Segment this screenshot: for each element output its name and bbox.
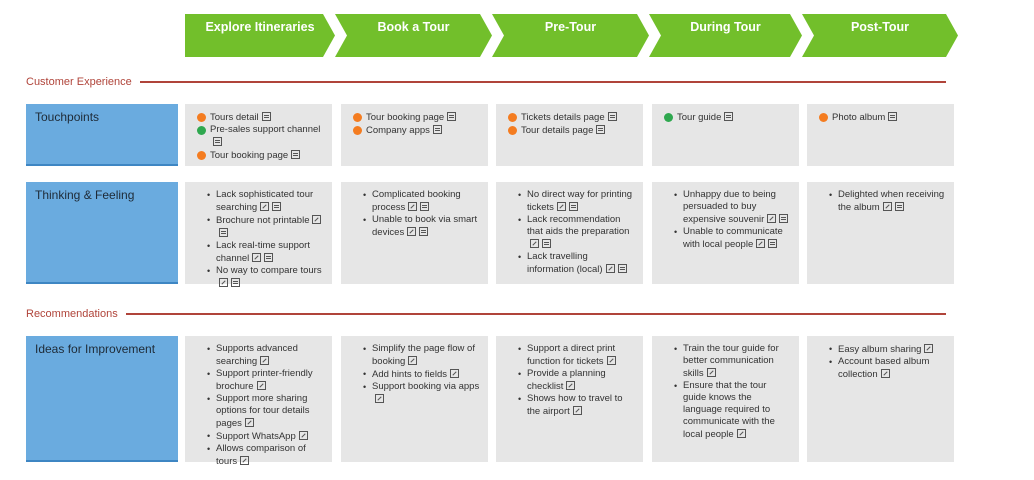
edit-icon[interactable] <box>557 202 566 211</box>
touchpoint-text: Tour details page <box>521 125 594 136</box>
list-item <box>518 343 635 368</box>
row-label-ideas-for-improvement: Ideas for Improvement <box>26 336 178 462</box>
ideas-cell <box>807 336 954 462</box>
section-recommendations <box>26 308 946 320</box>
list-item-text: Support more sharing options for tour details pages <box>216 393 310 429</box>
list-item <box>207 430 324 443</box>
thinking-list <box>819 189 946 214</box>
edit-icon[interactable] <box>240 456 249 465</box>
list-item-text: Support a direct print function for tickets <box>527 343 616 367</box>
list-item <box>518 393 635 418</box>
thinking-cell <box>652 182 799 284</box>
stage-during-tour <box>649 14 802 57</box>
orange-dot-icon <box>819 113 828 122</box>
list-item <box>207 265 324 290</box>
touchpoint-item <box>508 111 635 124</box>
touchpoint-text: Tour guide <box>677 112 722 123</box>
note-icon[interactable] <box>768 239 777 248</box>
list-item <box>207 214 324 240</box>
thinking-list <box>508 189 635 276</box>
touchpoint-item <box>353 111 480 124</box>
thinking-list <box>353 189 480 239</box>
list-item-text: Support printer-friendly brochure <box>216 368 313 392</box>
touchpoints-cell <box>341 104 488 166</box>
stage-pre-tour <box>492 14 649 57</box>
edit-icon[interactable] <box>407 227 416 236</box>
list-item-text: Support booking via apps <box>372 381 480 392</box>
edit-icon[interactable] <box>450 369 459 378</box>
ideas-list <box>664 343 791 441</box>
touchpoint-text: Company apps <box>366 125 430 136</box>
edit-icon[interactable] <box>312 215 321 224</box>
list-item-text: Unable to communicate with local people <box>683 226 783 250</box>
touchpoint-item <box>819 111 946 124</box>
list-item <box>363 381 480 406</box>
touchpoint-item <box>508 124 635 137</box>
orange-dot-icon <box>353 126 362 135</box>
edit-icon[interactable] <box>607 356 616 365</box>
orange-dot-icon <box>508 113 517 122</box>
touchpoints-cell <box>185 104 332 166</box>
note-icon[interactable] <box>724 112 733 121</box>
list-item <box>207 368 324 393</box>
list-item <box>363 368 480 381</box>
row-label-thinking-feeling: Thinking & Feeling <box>26 182 178 284</box>
list-item-text: No way to compare tours <box>216 265 322 276</box>
note-icon[interactable] <box>895 202 904 211</box>
touchpoint-item <box>664 111 791 124</box>
note-icon[interactable] <box>433 125 442 134</box>
edit-icon[interactable] <box>573 406 582 415</box>
list-item <box>674 226 791 251</box>
edit-icon[interactable] <box>219 278 228 287</box>
note-icon[interactable] <box>569 202 578 211</box>
list-item-text: Account based album collection <box>838 356 930 380</box>
edit-icon[interactable] <box>252 253 261 262</box>
list-item <box>674 380 791 441</box>
thinking-cell <box>185 182 332 284</box>
stage-book-a-tour <box>335 14 492 57</box>
note-icon[interactable] <box>272 202 281 211</box>
ideas-list <box>353 343 480 406</box>
note-icon[interactable] <box>264 253 273 262</box>
thinking-cell <box>341 182 488 284</box>
list-item <box>518 214 635 251</box>
ideas-list <box>819 343 946 381</box>
edit-icon[interactable] <box>260 356 269 365</box>
orange-dot-icon <box>353 113 362 122</box>
list-item-text: Add hints to fields <box>372 369 447 380</box>
list-item-text: Shows how to travel to the airport <box>527 393 623 417</box>
list-item <box>207 240 324 265</box>
stage-label: Post-Tour <box>850 19 910 34</box>
note-icon[interactable] <box>291 150 300 159</box>
edit-icon[interactable] <box>881 369 890 378</box>
note-icon[interactable] <box>419 227 428 236</box>
list-item <box>518 251 635 276</box>
edit-icon[interactable] <box>737 429 746 438</box>
edit-icon[interactable] <box>707 368 716 377</box>
note-icon[interactable] <box>447 112 456 121</box>
note-icon[interactable] <box>608 112 617 121</box>
list-item <box>363 214 480 239</box>
section-divider <box>126 313 946 315</box>
ideas-cell <box>341 336 488 462</box>
list-item <box>207 189 324 214</box>
edit-icon[interactable] <box>924 344 933 353</box>
section-divider <box>140 81 946 83</box>
touchpoint-text: Tour booking page <box>210 150 289 161</box>
edit-icon[interactable] <box>260 202 269 211</box>
stage-post-tour <box>802 14 958 57</box>
edit-icon[interactable] <box>566 381 575 390</box>
thinking-list <box>664 189 791 251</box>
note-icon[interactable] <box>779 214 788 223</box>
orange-dot-icon <box>508 126 517 135</box>
edit-icon[interactable] <box>408 356 417 365</box>
list-item <box>207 443 324 468</box>
list-item-text: Delighted when receiving the album <box>838 189 945 213</box>
edit-icon[interactable] <box>767 214 776 223</box>
ideas-list <box>197 343 324 468</box>
list-item-text: Ensure that the tour guide knows the language required to communicate with the local people <box>683 380 775 440</box>
touchpoints-cell <box>807 104 954 166</box>
edit-icon[interactable] <box>606 264 615 273</box>
note-icon[interactable] <box>596 125 605 134</box>
stage-label: Explore Itineraries <box>205 19 315 34</box>
section-title: Recommendations <box>26 308 126 320</box>
touchpoint-item <box>197 124 324 149</box>
touchpoint-text: Tours detail <box>210 112 259 123</box>
thinking-cell <box>496 182 643 284</box>
list-item-text: Brochure not printable <box>216 215 310 226</box>
list-item <box>363 189 480 214</box>
list-item-text: Lack sophisticated tour searching <box>216 189 314 213</box>
list-item-text: Allows comparison of tours <box>216 443 306 467</box>
list-item <box>207 343 324 368</box>
list-item <box>674 343 791 380</box>
orange-dot-icon <box>197 113 206 122</box>
note-icon[interactable] <box>618 264 627 273</box>
edit-icon[interactable] <box>756 239 765 248</box>
note-icon[interactable] <box>542 239 551 248</box>
list-item-text: Lack travelling information (local) <box>527 251 603 275</box>
list-item-text: Simplify the page flow of booking <box>372 343 475 367</box>
touchpoint-text: Pre-sales support channel <box>210 124 321 135</box>
touchpoint-text: Tour booking page <box>366 112 445 123</box>
row-label-touchpoints: Touchpoints <box>26 104 178 166</box>
edit-icon[interactable] <box>257 381 266 390</box>
stage-label: Pre-Tour <box>544 19 597 34</box>
thinking-list <box>197 189 324 290</box>
list-item-text: Lack recommendation that aids the preparation <box>527 214 630 237</box>
edit-icon[interactable] <box>530 239 539 248</box>
list-item-text: Unhappy due to being persuaded to buy expensive souvenir <box>683 189 776 225</box>
edit-icon[interactable] <box>408 202 417 211</box>
list-item <box>363 343 480 368</box>
section-customer-experience <box>26 76 946 88</box>
green-dot-icon <box>664 113 673 122</box>
list-item-text: Lack real-time support channel <box>216 240 310 264</box>
list-item <box>829 343 946 356</box>
stage-explore-itineraries <box>185 14 335 57</box>
stage-label: Book a Tour <box>377 19 450 34</box>
edit-icon[interactable] <box>375 394 384 403</box>
list-item <box>674 189 791 226</box>
touchpoint-item <box>197 111 324 124</box>
touchpoint-item <box>197 149 324 162</box>
note-icon[interactable] <box>888 112 897 121</box>
list-item-text: Train the tour guide for better communication skills <box>683 343 779 379</box>
orange-dot-icon <box>197 151 206 160</box>
ideas-cell <box>652 336 799 462</box>
touchpoint-item <box>353 124 480 137</box>
ideas-cell <box>496 336 643 462</box>
list-item <box>518 368 635 393</box>
list-item <box>829 189 946 214</box>
edit-icon[interactable] <box>299 431 308 440</box>
list-item-text: Easy album sharing <box>838 344 922 355</box>
thinking-cell <box>807 182 954 284</box>
list-item <box>518 189 635 214</box>
note-icon[interactable] <box>213 137 222 146</box>
stage-label: During Tour <box>690 19 761 34</box>
note-icon[interactable] <box>262 112 271 121</box>
edit-icon[interactable] <box>883 202 892 211</box>
list-item-text: Complicated booking process <box>372 189 461 213</box>
list-item-text: Support WhatsApp <box>216 431 296 442</box>
edit-icon[interactable] <box>245 418 254 427</box>
section-title: Customer Experience <box>26 76 140 88</box>
list-item <box>207 393 324 430</box>
list-item-text: No direct way for printing tickets <box>527 189 633 213</box>
green-dot-icon <box>197 126 206 135</box>
list-item-text: Provide a planning checklist <box>527 368 606 392</box>
touchpoints-cell <box>496 104 643 166</box>
note-icon[interactable] <box>420 202 429 211</box>
touchpoint-text: Photo album <box>832 112 886 123</box>
list-item-text: Supports advanced searching <box>216 343 298 367</box>
list-item <box>829 356 946 381</box>
touchpoint-text: Tickets details page <box>521 112 605 123</box>
ideas-cell <box>185 336 332 467</box>
note-icon[interactable] <box>219 228 228 237</box>
touchpoints-cell <box>652 104 799 166</box>
list-item-text: Unable to book via smart devices <box>372 214 478 238</box>
note-icon[interactable] <box>231 278 240 287</box>
ideas-list <box>508 343 635 418</box>
